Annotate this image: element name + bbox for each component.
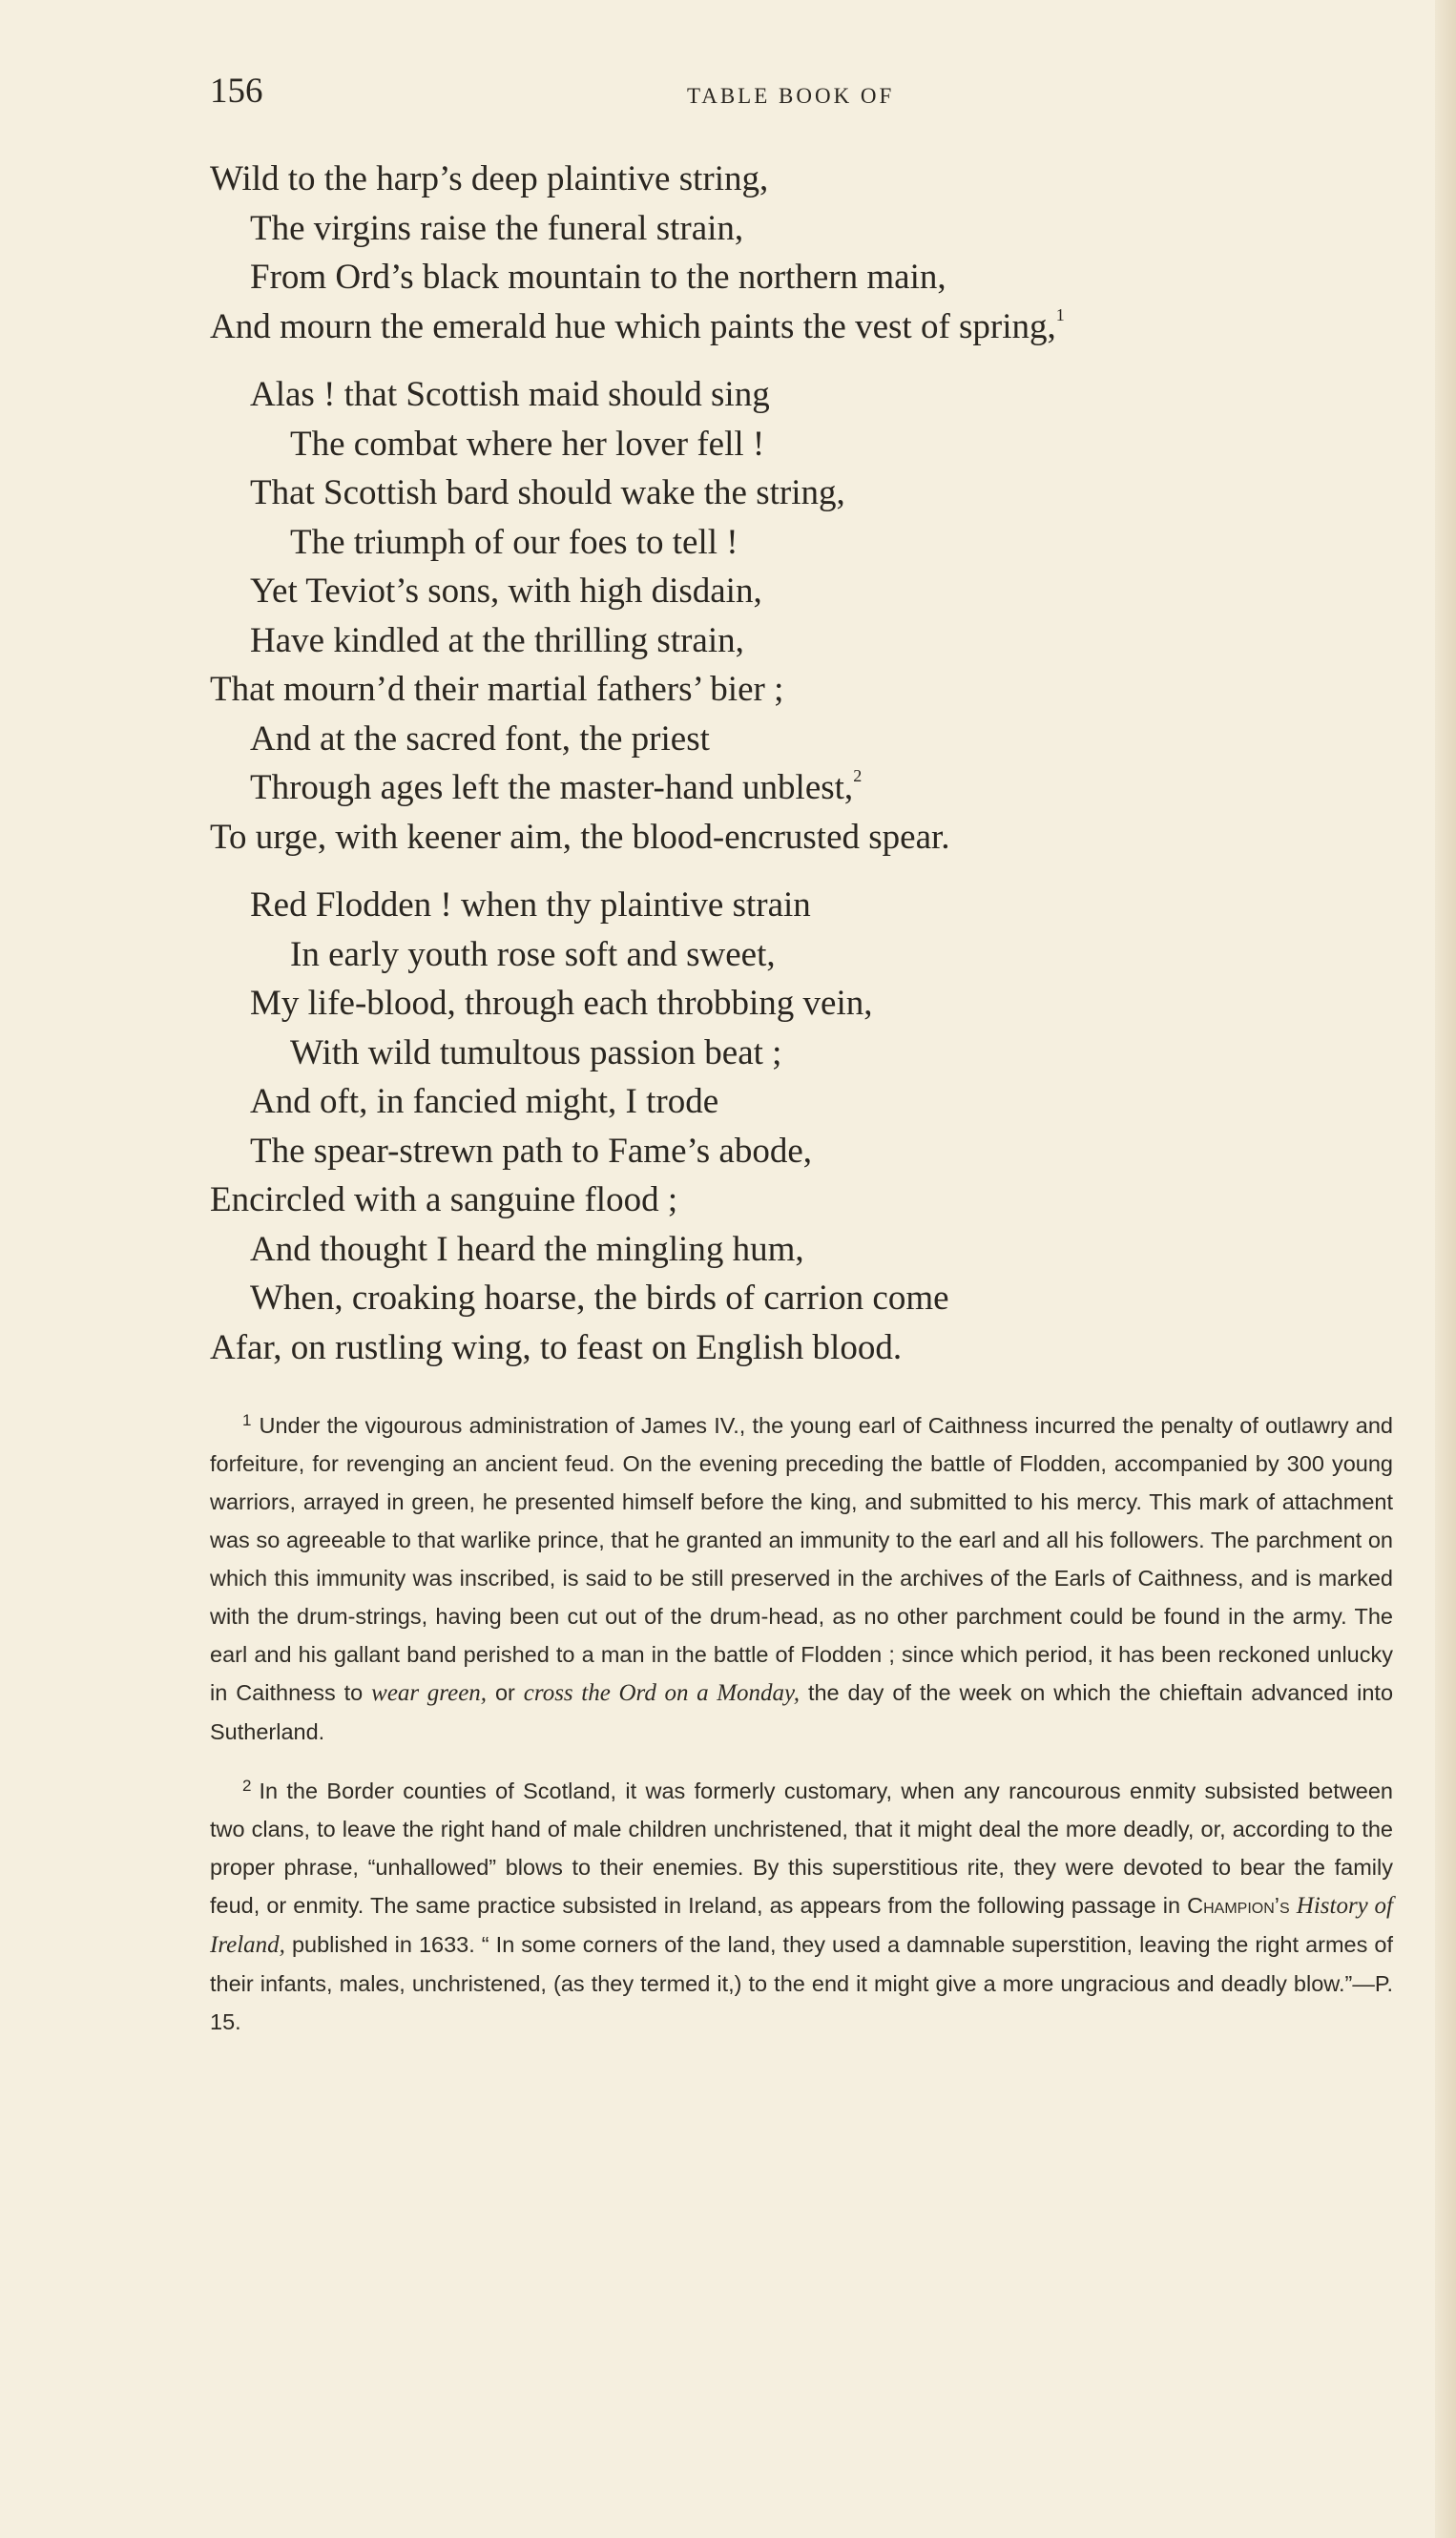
running-title: TABLE BOOK OF <box>687 84 895 108</box>
poem-line: Alas ! that Scottish maid should sing <box>250 375 770 414</box>
poem-line: With wild tumultous passion beat ; <box>290 1032 782 1072</box>
poem-line: And oft, in fancied might, I trode <box>250 1082 719 1121</box>
poem-line: And at the sacred font, the priest <box>250 718 710 759</box>
book-title: History of Ireland, <box>210 1893 1394 1958</box>
footnote-ref: 2 <box>853 766 863 785</box>
poem-line: The combat where her lover fell ! <box>290 424 765 464</box>
author-name: Champion’s <box>1187 1893 1290 1918</box>
poem-line: Through ages left the master-hand unblest,$^2$ <box>250 766 863 807</box>
poem-line: From Ord’s black mountain to the northern main, <box>250 258 946 297</box>
poem-line: And mourn the emerald hue which paints the vest of spring,$^1$ <box>210 304 1065 346</box>
stanza-2 <box>210 370 1279 862</box>
italic-text: cross the Ord on a Monday, <box>523 1680 801 1706</box>
poem-line: Encircled with a sanguine flood ; <box>210 1180 678 1219</box>
poem-line: Afar, on rustling wing, to feast on English blood. <box>210 1327 903 1367</box>
stanza-1 <box>210 155 1279 351</box>
footnote-marker: 2 <box>242 1777 252 1795</box>
poem-line: Red Flodden ! when thy plaintive strain <box>250 885 811 925</box>
page-number: 156 <box>210 72 263 111</box>
poem-line: In early youth rose soft and sweet, <box>290 934 776 974</box>
poem-line: My life-blood, through each throbbing vein, <box>250 984 873 1023</box>
poem-line: Wild to the harp’s deep plaintive string, <box>210 159 769 198</box>
poem-line: That mourn’d their martial fathers’ bier ; <box>210 670 784 709</box>
page-header <box>210 71 1279 118</box>
poem-line: Yet Teviot’s sons, with high disdain, <box>250 572 762 611</box>
poem-line: When, croaking hoarse, the birds of carrion come <box>250 1279 949 1318</box>
page-edge <box>1435 0 1456 2538</box>
footnotes <box>210 1406 1393 2062</box>
footnote-marker: 1 <box>242 1411 252 1429</box>
poem-line: The triumph of our foes to tell ! <box>290 522 738 562</box>
stanza-3 <box>210 881 1279 1372</box>
footnote-ref: 1 <box>1055 304 1065 324</box>
footnote-2: $^2$ In the Border counties of Scotland, it was formerly customary, when any rancourous enmity subsisted between two clans, to leave the right hand of male children unchristened, that it might deal the more deadly, or, according to the proper phrase, “unhallowed” blows to their enemies. By this superstitious rite, they were devoted to bear the family feud, or enmity. The same practice subsisted in Ireland, as appears from the following passage in Champion’s History of Ireland, published in 1633. “ In some corners of the land, they used a damnable superstition, leaving the right armes of their infants, males, unchristened, (as they termed it,) to the end it might give a more ungracious and deadly blow.”—P. 15. <box>210 1777 1394 2034</box>
poem-line: The virgins raise the funeral strain, <box>250 208 744 248</box>
poem-line: That Scottish bard should wake the string, <box>250 473 845 512</box>
footnote-1: $^1$ Under the vigourous administration of James IV., the young earl of Caithness incurred the penalty of outlawry and forfeiture, for revenging an ancient feud. On the evening preceding the battle of Flodden, accompanied by 300 young warriors, arrayed in green, he presented himself before the king, and submitted to his mercy. This mark of attachment was so agreeable to that warlike prince, that he granted an immunity to the earl and all his followers. The parchment on which this immunity was inscribed, is said to be still preserved in the archives of the Earls of Caithness, and is marked with the drum-strings, having been cut out of the drum-head, as no other parchment could be found in the army. The earl and his gallant band perished to a man in the battle of Flodden ; since which period, it has been reckoned unlucky in Caithness to wear green, or cross the Ord on a Monday, the day of the week on which the chieftain advanced into Sutherland. <box>210 1411 1394 1744</box>
poem-line: The spear-strewn path to Fame’s abode, <box>250 1131 813 1171</box>
poem <box>210 155 1279 1391</box>
poem-line: To urge, with keener aim, the blood-encrusted spear. <box>210 817 950 857</box>
italic-text: wear green, <box>371 1680 488 1706</box>
poem-line: Have kindled at the thrilling strain, <box>250 620 744 660</box>
poem-line: And thought I heard the mingling hum, <box>250 1229 804 1269</box>
